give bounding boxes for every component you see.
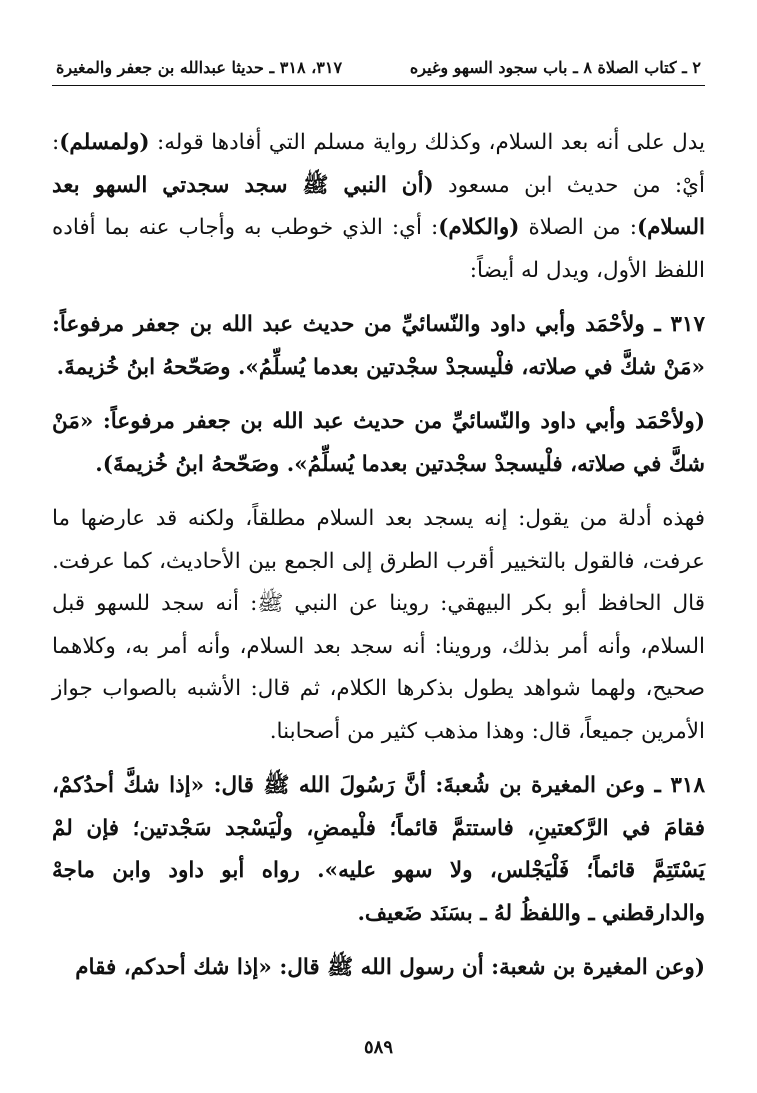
- paragraph-commentary-4: [52, 947, 705, 990]
- running-head: [52, 55, 705, 86]
- quoted-text: (ولأحْمَد وأبي داود والنّسائيِّ من حديث عبد الله بن جعفر مرفوعاً: «مَنْ شكَّ في صلاته، فلْيسجدْ سجْدتين بعدما يُسلِّمُ». وصَحّحهُ ابنُ خُزيمةَ).: [52, 409, 705, 477]
- page-content: [52, 122, 705, 990]
- paragraph-commentary-3: فهذه أدلة من يقول: إنه يسجد بعد السلام مطلقاً، ولكنه قد عارضها ما عرفت، فالقول بالتخيير أقرب الطرق إلى الجمع بين الأحاديث، كما عرفت. قال الحافظ أبو بكر البيهقي: روينا عن النبي ﷺ: أنه سجد للسهو قبل السلام، وأنه أمر بذلك، وروينا: أنه سجد بعد السلام، وأنه أمر به، وكلاهما صحيح، ولهما شواهد يطول بذكرها الكلام، ثم قال: الأشبه بالصواب جواز الأمرين جميعاً، قال: وهذا مذهب كثير من أصحابنا.: [52, 506, 705, 744]
- paragraph-commentary-1: [52, 122, 705, 292]
- paragraph-commentary-2: [52, 401, 705, 486]
- text-run: : أي: الذي خوطب به وأجاب عنه بما أفاده اللفظ الأول، ويدل له أيضاً:: [52, 215, 705, 283]
- hadith-text: ٣١٨ ـ وعن المغيرة بن شُعبةَ: أنَّ رَسُولَ الله ﷺ قال: «إذا شكَّ أحدُكمْ، فقامَ في الرَّكعتينِ، فاستتمَّ قائماً؛ فلْيمضِ، ولْيَسْجد سَجْدتين؛ فإن لمْ يَسْتَتِمَّ قائماً؛ فَلْيَجْلس، ولا سهو عليه»: [52, 773, 705, 883]
- page-number: ٥٨٩: [363, 1037, 393, 1058]
- hadith-317: ٣١٧ ـ ولأحْمَد وأبي داود والنّسائيِّ من حديث عبد الله بن جعفر مرفوعاً: «مَنْ شكَّ في صلاته، فلْيسجدْ سجْدتين بعدما يُسلِّمُ». وصَحّحهُ ابنُ خُزيمةَ.: [52, 312, 705, 380]
- running-head-chapter: ٢ ـ كتاب الصلاة ٨ ـ باب سجود السهو وغيره: [409, 58, 701, 77]
- quoted-text: (وعن المغيرة بن شعبة: أن رسول الله ﷺ قال: «إذا شك أحدكم، فقام: [75, 955, 705, 980]
- text-run: يدل على أنه بعد السلام، وكذلك رواية مسلم التي أفادها قوله:: [149, 130, 705, 155]
- quoted-text: (أن النبي ﷺ سجد سجدتي السهو بعد السلام): [52, 172, 705, 240]
- quoted-text: (والكلام): [438, 215, 520, 240]
- hadith-source: . رواه أبو داود وابن ماجهْ والدارقطني ـ واللفظُ لهُ ـ بسَنَد ضَعيف.: [52, 858, 705, 926]
- text-run: : أيْ: من حديث ابن مسعود: [52, 130, 705, 198]
- hadith-318: [52, 765, 705, 935]
- running-head-hadith: ٣١٧، ٣١٨ ـ حديثا عبدالله بن جعفر والمغيرة: [56, 58, 343, 77]
- text-run: : من الصلاة: [519, 215, 637, 240]
- quoted-text: (ولمسلم): [59, 130, 150, 155]
